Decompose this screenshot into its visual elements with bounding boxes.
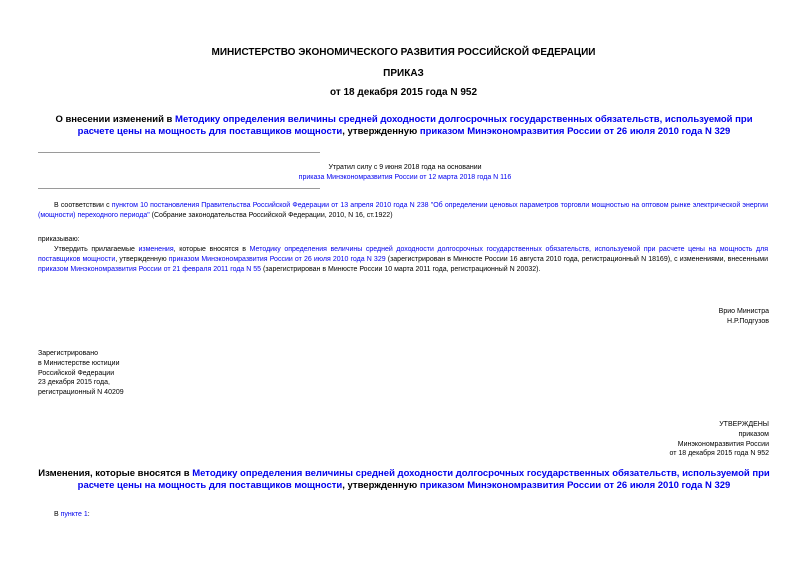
methodology-link-3[interactable]: Методику определения величины средней доходности долгосрочных государственных обязательств, используемой при расчете цены на мощность для поставщиков мощности (77, 468, 770, 491)
order-329-link-3[interactable]: приказом Минэкономразвития России от 26 июля 2010 года N 329 (419, 480, 731, 491)
basis-paragraph: В соответствии с пунктом 10 постановления Правительства Российской Федерации от 13 апреля 2010 года N 238 "Об определении ценовых параметров торговли мощностью на оптовом рынке электрической энергии (мощности) переходного периода" (Собрание законодательства Российской Федерации, 2010, N 16, ст.1922) (38, 202, 768, 219)
validity-note: Утратил силу с 9 июня 2018 года на основании приказа Минэкономразвития России от 12 марта 2018 года N 116 (298, 164, 512, 181)
resolution-238-link[interactable]: пунктом 10 постановления Правительства Российской Федерации от 13 апреля 2010 года N 238 "Об определении ценовых параметров торговли мощностью на оптовом рынке электрической энергии (мощности) переходного периода" (38, 202, 768, 219)
doc-date: от 18 декабря 2015 года N 952 (329, 87, 478, 98)
registration-block: Зарегистрировано в Министерстве юстиции Российской Федерации 23 декабря 2015 года, регистрационный N 40209 (38, 350, 124, 397)
signature-name: Н.Р.Подгузов (727, 317, 769, 325)
order-329-link[interactable]: приказом Минэкономразвития России от 26 июля 2010 года N 329 (419, 126, 731, 137)
order-329-link-2[interactable]: приказом Минэкономразвития России от 26 июля 2010 года N 329 (168, 255, 386, 263)
order-116-link[interactable]: приказа Минэкономразвития России от 12 марта 2018 года N 116 (298, 173, 512, 181)
doc-type: ПРИКАЗ (383, 68, 424, 79)
approve-paragraph: Утвердить прилагаемые изменения, которые вносятся в Методику определения величины средней доходности долгосрочных государственных обязательств, используемой при расчете цены на мощность для поставщиков мощности, утвержденную приказом Минэкономразвития России от 26 июля 2010 года N 329 (зарегистрирован в Минюсте России 16 августа 2010 года, регистрационный N 18169), с изменениями, внесенными приказом Минэкономразвития России от 21 февраля 2011 года N 55 (зарегистрирован в Минюсте России 10 марта 2011 года, регистрационный N 20032). (38, 246, 769, 273)
point-1-link[interactable]: пункте 1 (60, 511, 88, 518)
approved-block: УТВЕРЖДЕНЫ приказом Минэкономразвития России от 18 декабря 2015 года N 952 (669, 421, 769, 458)
order-55-link[interactable]: приказом Минэкономразвития России от 21 февраля 2011 года N 55 (38, 265, 262, 273)
divider-top (38, 152, 320, 153)
changes-title: Изменения, которые вносятся в Методику определения величины средней доходности долгосрочных государственных обязательств, используемой при расчете цены на мощность для поставщиков мощности, утвержденную приказом Минэкономразвития России от 26 июля 2010 года N 329 (38, 468, 770, 491)
methodology-link-2[interactable]: Методику определения величины средней доходности долгосрочных государственных обязательств, используемой при расчете цены на мощность для поставщиков мощности (38, 246, 769, 263)
point-line: В пункте 1: (54, 511, 90, 518)
ministry-heading: МИНИСТЕРСТВО ЭКОНОМИЧЕСКОГО РАЗВИТИЯ РОССИЙСКОЙ ФЕДЕРАЦИИ (211, 47, 596, 58)
signature-block (719, 307, 769, 327)
changes-link[interactable]: изменения (138, 246, 174, 253)
methodology-link[interactable]: Методику определения величины средней доходности долгосрочных государственных обязательств, используемой при расчете цены на мощность для поставщиков мощности (77, 114, 753, 137)
signature-position: Врио Министра (718, 308, 769, 315)
document-title: О внесении изменений в Методику определения величины средней доходности долгосрочных государственных обязательств, используемой при расчете цены на мощность для поставщиков мощности, утвержденную приказом Минэкономразвития России от 26 июля 2010 года N 329 (55, 114, 753, 137)
divider-bottom (38, 188, 320, 189)
order-word: приказываю: (38, 236, 80, 243)
